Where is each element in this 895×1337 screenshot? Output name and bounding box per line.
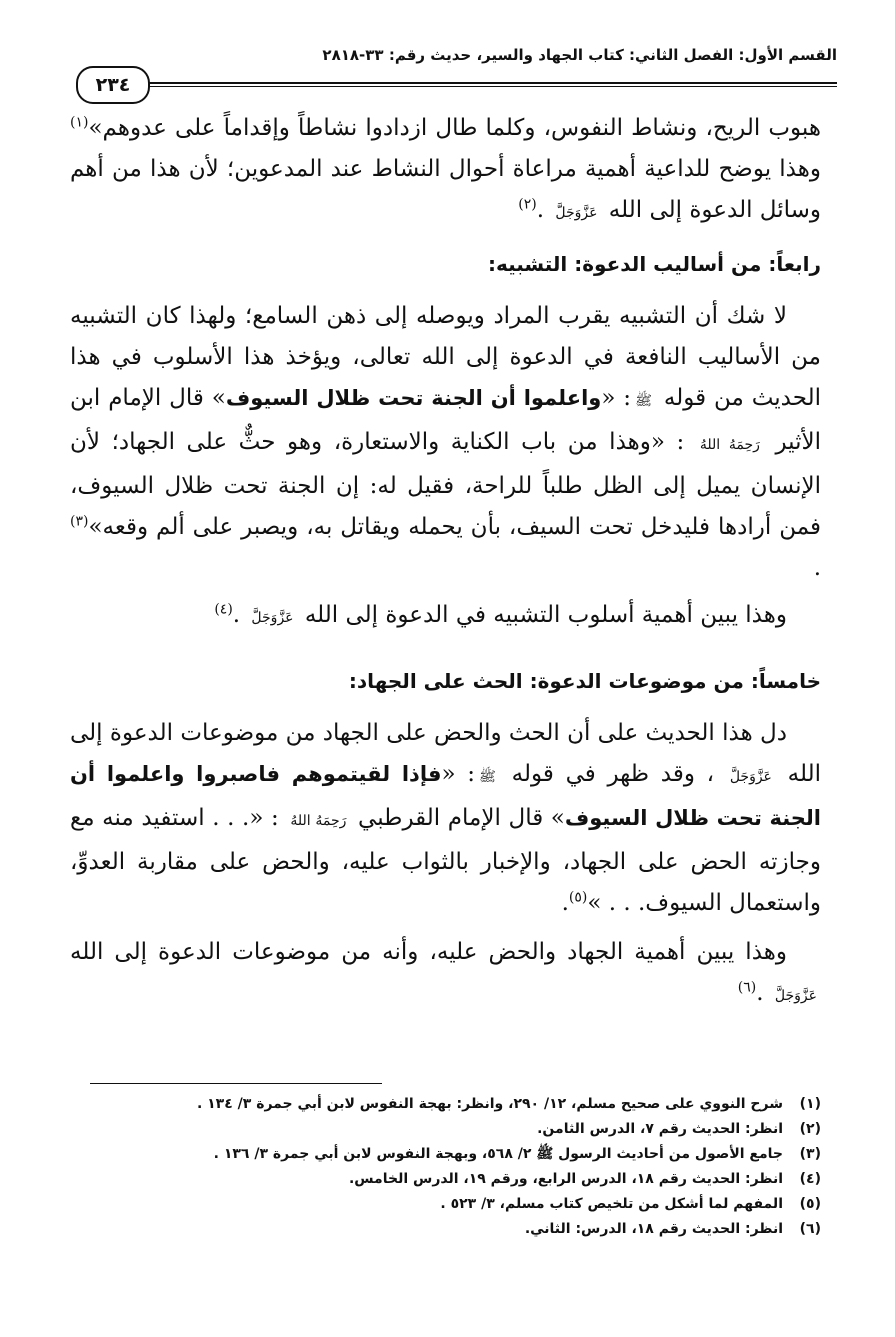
hadith-quote: واعلموا أن الجنة تحت ظلال السيوف <box>225 386 602 410</box>
honorific-glyph: عَزَّوَجَلَّ <box>251 610 294 626</box>
honorific-glyph: عَزَّوَجَلَّ <box>729 769 772 785</box>
footnotes-list <box>60 1092 821 1242</box>
imam-honorific: رَحِمَهُ اللهُ <box>290 813 347 829</box>
honorific-glyph: عَزَّوَجَلَّ <box>555 205 598 221</box>
p4-text-5: : «. . . استفيد منه مع وجازته الحض على الجهاد، والإخبار بالثواب عليه، والحض على مقاربة العدوِّ، واستعمال السيوف. . . » <box>70 805 821 916</box>
footnote-text: المفهم لما أشكل من تلخيص كتاب مسلم، ٣/ ٥٢٣ . <box>440 1196 783 1212</box>
header-rule-thin <box>130 86 837 87</box>
paragraph-3 <box>70 595 821 639</box>
footnote-item <box>60 1167 821 1192</box>
p5-end: . <box>756 980 771 1006</box>
footnote-mark: (١) <box>799 1096 821 1112</box>
footnote-mark: (٢) <box>799 1121 821 1137</box>
page-number: ٢٣٤ <box>76 66 150 104</box>
footnote-ref-2[interactable]: (٢) <box>518 196 537 213</box>
hadith-quote: فإذا لقيتموهم فاصبروا واعلموا أن الجنة تحت ظلال السيوف <box>70 762 821 830</box>
footnote-item <box>60 1192 821 1217</box>
p1-text: هبوب الريح، ونشاط النفوس، وكلما طال ازدادوا نشاطاً وإقداماً على عدوهم» <box>88 115 821 141</box>
footnote-mark: (٥) <box>799 1196 821 1212</box>
footnote-mark: (٣) <box>799 1146 821 1162</box>
running-header: القسم الأول: الفصل الثاني: كتاب الجهاد والسير، حديث رقم: ٣٣-٢٨١٨ <box>322 46 837 64</box>
footnote-ref-4[interactable]: (٤) <box>214 601 233 618</box>
p4-text-1: دل هذا الحديث على أن الحث والحض على الجهاد من موضوعات الدعوة إلى الله <box>70 720 821 787</box>
p4-end: . <box>561 890 569 916</box>
p3-text: وهذا يبين أهمية أسلوب التشبيه في الدعوة إلى الله <box>297 602 787 628</box>
paragraph-2 <box>70 296 821 589</box>
p2-text-1: لا شك أن التشبيه يقرب المراد ويوصله إلى ذهن السامع؛ ولهذا كان التشبيه من الأساليب النافعة في الدعوة إلى الله تعالى، ويؤخذ هذا الأسلوب في هذا الحديث من قوله <box>70 303 822 411</box>
p3-end: . <box>232 602 248 628</box>
paragraph-4 <box>70 713 821 924</box>
footnote-item <box>60 1217 821 1242</box>
p2-end: . <box>813 555 821 581</box>
header-rule <box>130 82 837 84</box>
p1-end: . <box>536 197 552 223</box>
footnote-text: شرح النووي على صحيح مسلم، ١٢/ ٢٩٠، وانظر: بهجة النفوس لابن أبي جمرة ٣/ ١٣٤ . <box>196 1096 783 1112</box>
footnote-ref-5[interactable]: (٥) <box>568 889 588 906</box>
p4-text-4: » قال الإمام القرطبي <box>350 805 565 831</box>
p1-text-2: وهذا يوضح للداعية أهمية مراعاة أحوال النشاط عند المدعوين؛ لأن هذا من أهم وسائل الدعوة إلى الله <box>70 156 821 223</box>
page-body <box>70 108 821 1017</box>
p2-text-4: : «وهذا من باب الكناية والاستعارة، وهو حثٌّ على الجهاد؛ لأن الإنسان يميل إلى الظل طلباً للراحة، فقيل له: إن الجنة تحت ظلال السيوف، فمن أرادها فليدخل تحت السيف، بأن يحمله ويقاتل به، ويصبر على ألم وقعه» <box>70 429 821 540</box>
honorific-glyph: عَزَّوَجَلَّ <box>774 988 817 1004</box>
imam-honorific: رَحِمَهُ اللهُ <box>699 437 760 453</box>
footnote-separator <box>90 1083 382 1084</box>
footnote-mark: (٦) <box>799 1221 821 1237</box>
footnote-item <box>60 1142 821 1167</box>
footnote-ref-3[interactable]: (٣) <box>70 513 89 530</box>
footnote-ref-6[interactable]: (٦) <box>737 979 757 996</box>
footnote-ref-1[interactable]: (١) <box>70 114 89 131</box>
section-heading-4: رابعاً: من أساليب الدعوة: التشبيه: <box>487 252 821 276</box>
prophet-honorific: ﷺ <box>635 393 652 409</box>
footnote-text: انظر: الحديث رقم ١٨، الدرس الرابع، ورقم ١٩، الدرس الخامس. <box>348 1171 783 1187</box>
paragraph-1 <box>70 108 821 234</box>
footnote-text: جامع الأصول من أحاديث الرسول ﷺ ٢/ ٥٦٨، وبهجة النفوس لابن أبي جمرة ٣/ ١٣٦ . <box>213 1146 783 1162</box>
p4-text-3: : « <box>441 761 475 787</box>
paragraph-5 <box>70 932 821 1017</box>
section-heading-5: خامساً: من موضوعات الدعوة: الحث على الجهاد: <box>348 669 821 693</box>
footnote-text: انظر: الحديث رقم ٧، الدرس الثامن. <box>537 1121 783 1137</box>
prophet-honorific: ﷺ <box>479 769 496 785</box>
p2-text-2: : « <box>601 385 632 411</box>
p2-text-3: » قال الإمام ابن الأثير <box>70 385 822 455</box>
footnote-mark: (٤) <box>799 1171 821 1187</box>
footnote-item <box>60 1092 821 1117</box>
footnote-text: انظر: الحديث رقم ١٨، الدرس: الثاني. <box>524 1221 783 1237</box>
p4-text-2: ، وقد ظهر في قوله <box>499 761 726 787</box>
p5-text: وهذا يبين أهمية الجهاد والحض عليه، وأنه من موضوعات الدعوة إلى الله <box>70 939 787 965</box>
footnote-item <box>60 1117 821 1142</box>
